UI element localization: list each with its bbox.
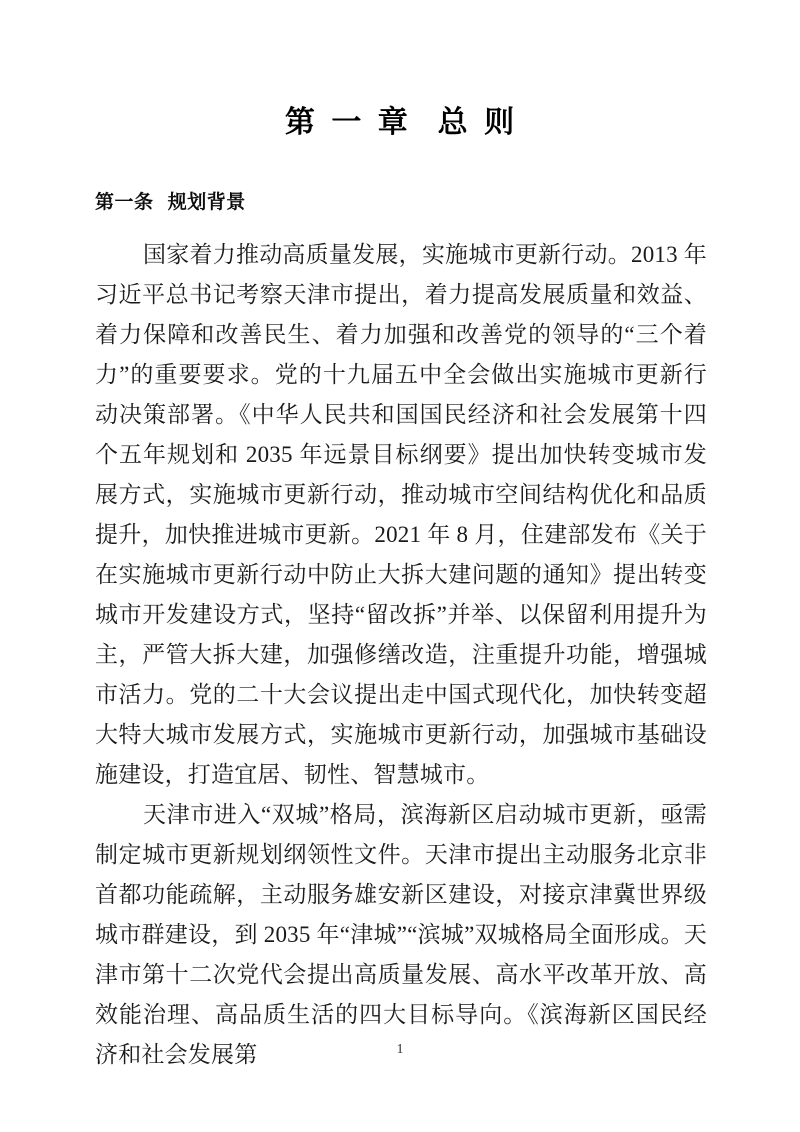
page-number: 1: [396, 1042, 404, 1057]
page-content-area: [95, 0, 707, 1075]
page-title: 第 一 章 总 则: [284, 105, 518, 140]
article-heading: 第一条 规划背景: [95, 191, 246, 213]
body-paragraph: 天津市进入“双城”格局，滨海新区启动城市更新，亟需制定城市更新规划纲领性文件。天津市提出主动服务北京非首都功能疏解，主动服务雄安新区建设，对接京津冀世界级城市群建设，到 2035 年“津城”“滨城”双城格局全面形成。天津市第十二次党代会提出高质量发展、高水平改革开放、高效能治理、高品质生活的四大目标导向。《滨海新区国民经济和社会发展第: [95, 802, 707, 1067]
body-paragraph: 国家着力推动高质量发展，实施城市更新行动。2013 年习近平总书记考察天津市提出，着力提高发展质量和效益、着力保障和改善民生、着力加强和改善党的领导的“三个着力”的重要要求。党的十九届五中全会做出实施城市更新行动决策部署。《中华人民共和国国民经济和社会发展第十四个五年规划和 2035 年远景目标纲要》提出加快转变城市发展方式，实施城市更新行动，推动城市空间结构优化和品质提升，加快推进城市更新。2021 年 8 月，住建部发布《关于在实施城市更新行动中防止大拆大建问题的通知》提出转变城市开发建设方式，坚持“留改拆”并举、以保留利用提升为主，严管大拆大建，加强修缮改造，注重提升功能，增强城市活力。党的二十大会议提出走中国式现代化，加快转变超大特大城市发展方式，实施城市更新行动，加强城市基础设施建设，打造宜居、韧性、智慧城市。: [95, 242, 707, 787]
